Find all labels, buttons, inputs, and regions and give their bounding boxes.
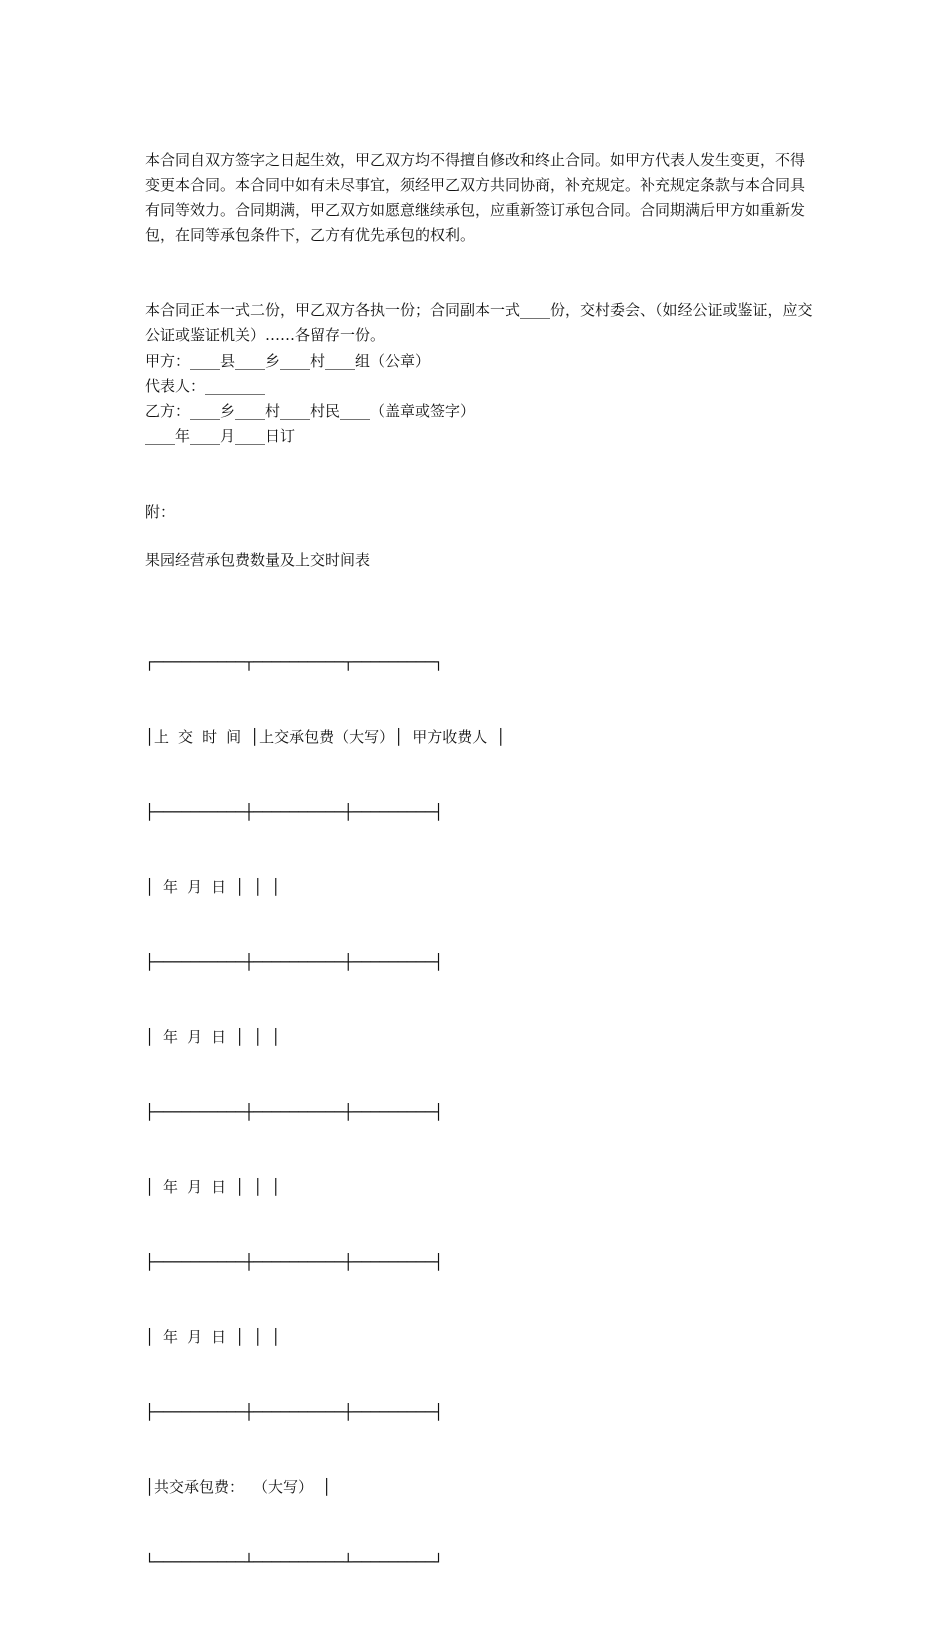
table-row: ├──────────┼──────────┼─────────┤ <box>145 1403 444 1421</box>
table-row: ├──────────┼──────────┼─────────┤ <box>145 953 444 971</box>
fee-schedule-table <box>145 600 505 1625</box>
attachment-label: 附： <box>145 503 176 521</box>
table-row: ├──────────┼──────────┼─────────┤ <box>145 1103 444 1121</box>
party-b-line: 乙方：____乡____村____村民____（盖章或签字） <box>145 402 476 420</box>
table-row: │上 交 时 间 │上交承包费（大写）│ 甲方收费人 │ <box>145 728 506 746</box>
table-row: │ 年 月 日 │ │ │ <box>145 1178 281 1196</box>
table-row: ├──────────┼──────────┼─────────┤ <box>145 803 444 821</box>
table-row: │ 年 月 日 │ │ │ <box>145 1028 281 1046</box>
representative-line: 代表人：________ <box>145 377 266 395</box>
party-a-line: 甲方：____县____乡____村____组（公章） <box>145 352 431 370</box>
table-row: │ 年 月 日 │ │ │ <box>145 878 281 896</box>
clause-effective-paragraph: 本合同自双方签字之日起生效，甲乙双方均不得擅自修改和终止合同。如甲方代表人发生变更，不得变更本合同。本合同中如有未尽事宜，须经甲乙双方共同协商，补充规定。补充规定条款与本合同具有同等效力。合同期满，甲乙双方如愿意继续承包，应重新签订承包合同。合同期满后甲方如重新发包，在同等承包条件下，乙方有优先承包的权利。 <box>145 151 806 244</box>
date-line: ____年____月____日订 <box>145 427 296 445</box>
table-row: ├──────────┼──────────┼─────────┤ <box>145 1253 444 1271</box>
table-row: │共交承包费： （大写） │ <box>145 1478 332 1496</box>
table-row: │ 年 月 日 │ │ │ <box>145 1328 281 1346</box>
table-row: ┌──────────┬──────────┬─────────┐ <box>145 653 444 671</box>
table-title: 果园经营承包费数量及上交时间表 <box>145 551 371 569</box>
clause-copies-paragraph: 本合同正本一式二份，甲乙双方各执一份；合同副本一式____份，交村委会、（如经公证或鉴证，应交公证或鉴证机关）……各留存一份。 <box>145 301 813 344</box>
table-row: └──────────┴──────────┴─────────┘ <box>145 1553 444 1571</box>
